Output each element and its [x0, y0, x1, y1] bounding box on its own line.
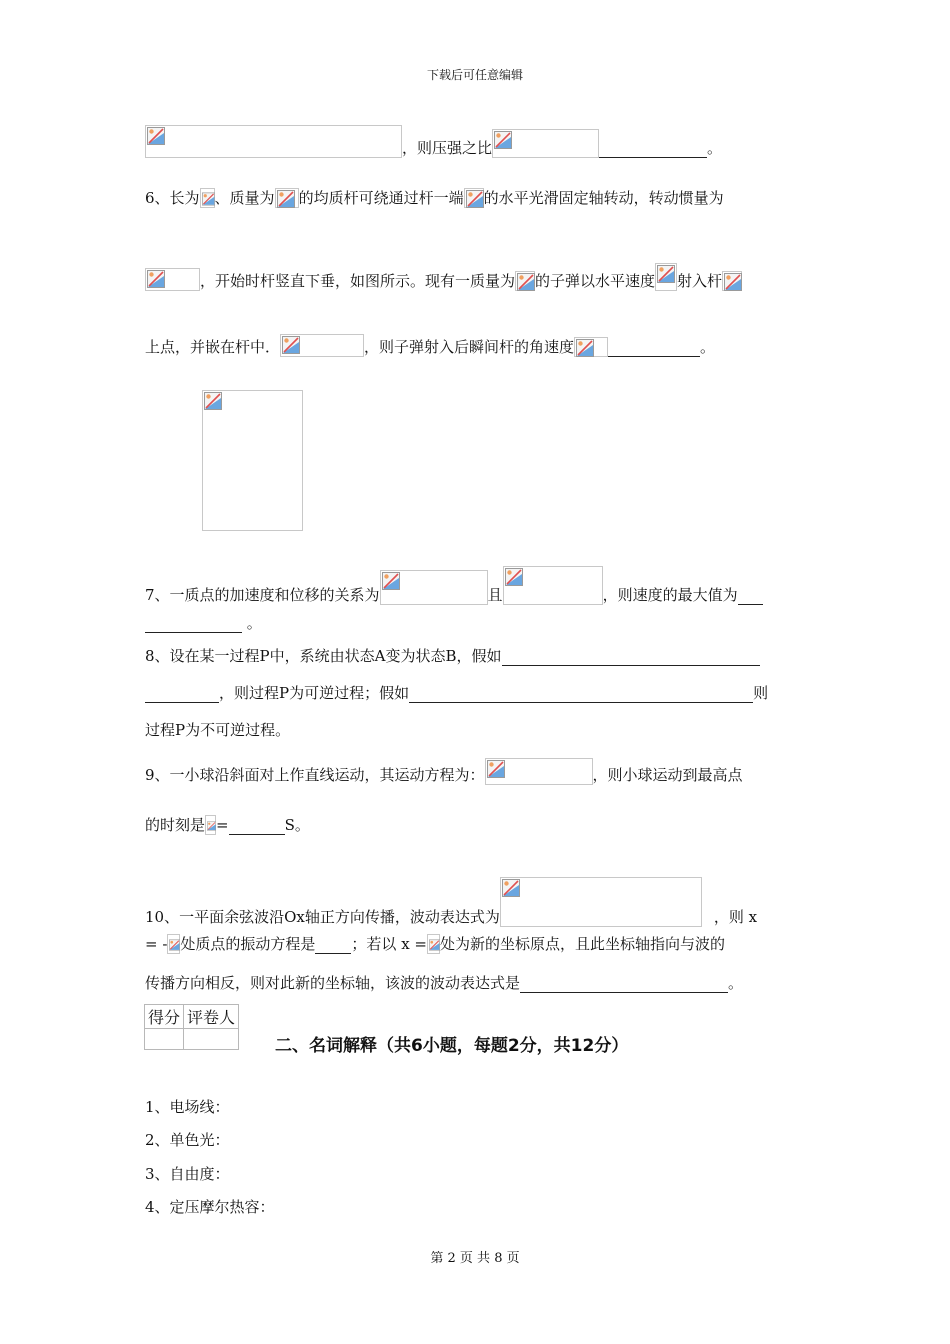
score-header: 得分	[145, 1005, 184, 1029]
answer-blank[interactable]	[738, 588, 763, 605]
broken-image-icon	[429, 936, 440, 954]
broken-image-icon	[502, 879, 520, 897]
broken-image-icon	[724, 273, 742, 291]
q9-line2: 的时刻是 = S。	[145, 816, 310, 834]
answer-blank[interactable]	[409, 686, 753, 703]
answer-blank[interactable]	[502, 649, 760, 666]
formula-image	[205, 815, 216, 835]
broken-image-icon	[169, 936, 180, 954]
broken-image-icon	[517, 273, 535, 291]
broken-image-icon	[494, 131, 512, 149]
broken-image-icon	[202, 190, 215, 208]
broken-image-icon	[657, 265, 675, 283]
formula-image	[167, 934, 180, 954]
answer-blank[interactable]	[599, 141, 707, 158]
term-item: 1、电场线：	[145, 1098, 230, 1116]
formula-image	[722, 271, 742, 291]
section-title: 二、名词解释（共6小题，每题2分，共12分）	[275, 1036, 629, 1056]
broken-image-icon	[382, 572, 400, 590]
broken-image-icon	[466, 190, 484, 208]
broken-image-icon	[505, 568, 523, 586]
q6-line3: 上点，并嵌在杆中． ，则子弹射入后瞬间杆的角速度 。	[145, 334, 715, 357]
formula-image	[655, 263, 677, 291]
q6-line2: ，开始时杆竖直下垂，如图所示。现有一质量为 的子弹以水平速度 射入杆	[145, 263, 742, 291]
q10-line2: = - 处质点的振动方程是 ；若以 x = 处为新的坐标原点，且此坐标轴指向与波的	[145, 935, 726, 953]
broken-image-icon	[282, 336, 300, 354]
broken-image-icon	[487, 760, 505, 778]
q8-line3: 过程P为不可逆过程。	[145, 721, 291, 739]
score-table	[144, 1004, 239, 1050]
q10-line3: 传播方向相反，则对此新的坐标轴，该波的波动表达式是 。	[145, 974, 744, 992]
broken-image-icon	[277, 190, 295, 208]
formula-image	[464, 188, 484, 208]
broken-image-icon	[147, 270, 165, 288]
score-cell[interactable]	[145, 1029, 184, 1050]
page-header: 下载后可任意编辑	[426, 68, 523, 82]
formula-image	[275, 188, 299, 208]
formula-image	[515, 271, 535, 291]
q8-line2: ，则过程P为可逆过程；假如 则	[145, 683, 768, 703]
answer-blank[interactable]	[520, 976, 728, 993]
q7-line2: 。	[145, 613, 262, 633]
formula-image	[503, 566, 603, 605]
term-item: 3、自由度：	[145, 1165, 230, 1183]
reviewer-header: 评卷人	[184, 1005, 239, 1029]
formula-image	[500, 877, 702, 927]
q9-line1: 9、一小球沿斜面对上作直线运动，其运动方程为： ，则小球运动到最高点	[145, 758, 743, 785]
broken-image-icon	[576, 339, 594, 357]
q6-line1: 6、长为 、质量为 的均质杆可绕通过杆一端 的水平光滑固定轴转动，转动惯量为	[145, 189, 724, 207]
broken-image-icon	[147, 127, 165, 145]
answer-blank[interactable]	[145, 686, 219, 703]
broken-image-icon	[207, 817, 216, 835]
formula-image	[145, 268, 200, 291]
formula-image	[380, 570, 488, 605]
answer-blank[interactable]	[608, 340, 700, 357]
broken-image-icon	[204, 392, 222, 410]
answer-blank[interactable]	[315, 937, 351, 954]
formula-image	[492, 129, 599, 158]
q5-tail-line: ，则压强之比 。	[145, 125, 722, 158]
q10-line1: 10、一平面余弦波沿Ox轴正方向传播，波动表达式为 ，则 x	[145, 877, 757, 927]
reviewer-cell[interactable]	[184, 1029, 239, 1050]
formula-image	[200, 188, 215, 208]
term-item: 4、定压摩尔热容：	[145, 1198, 275, 1216]
figure-image	[202, 390, 303, 531]
formula-image	[145, 125, 402, 158]
formula-image	[574, 337, 608, 357]
q7-line1: 7、一质点的加速度和位移的关系为 且 ，则速度的最大值为	[145, 566, 763, 605]
formula-image	[280, 334, 364, 357]
term-item: 2、单色光：	[145, 1131, 230, 1149]
formula-image	[485, 758, 593, 785]
answer-blank[interactable]	[229, 818, 285, 835]
q8-line1: 8、设在某一过程P中，系统由状态A变为状态B，假如	[145, 646, 760, 666]
answer-blank[interactable]	[145, 616, 242, 633]
formula-image	[427, 934, 440, 954]
page-footer: 第 2 页 共 8 页	[430, 1251, 520, 1266]
